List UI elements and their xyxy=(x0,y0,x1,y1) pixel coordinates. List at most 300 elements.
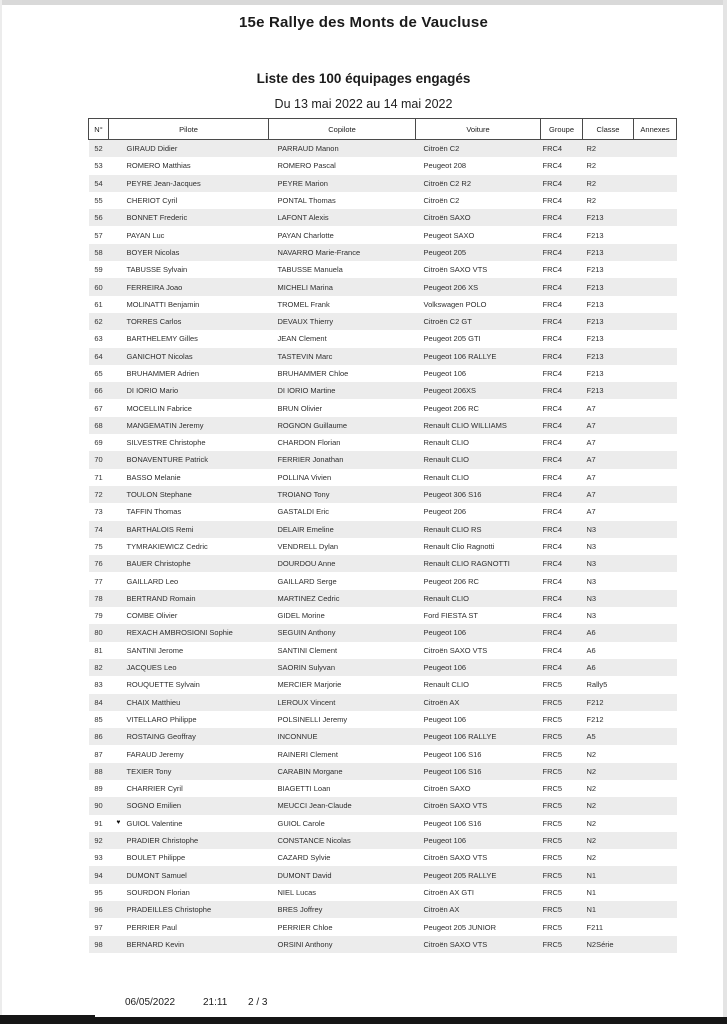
cell-groupe: FRC4 xyxy=(542,178,563,188)
cell-entry-number: 66 xyxy=(94,386,103,396)
pilote-name: BOYER Nicolas xyxy=(126,247,180,257)
table-row xyxy=(89,209,677,226)
cell-copilote: PERRIER Chloe xyxy=(277,922,333,932)
cell-annexes xyxy=(634,157,677,174)
pilote-name: FARAUD Jeremy xyxy=(126,749,184,759)
cell-entry-number: 52 xyxy=(94,144,103,154)
cell-annexes xyxy=(634,348,677,365)
cell-groupe: FRC5 xyxy=(542,887,563,897)
cell-classe: A7 xyxy=(586,490,596,500)
cell-entry-number: 81 xyxy=(94,645,103,655)
cell-pilote xyxy=(109,607,269,624)
cell-entry-number: 57 xyxy=(94,230,103,240)
entry-table-body xyxy=(89,140,677,953)
cell-classe: N1 xyxy=(586,905,597,915)
cell-annexes xyxy=(634,624,677,641)
cell-entry-number: 89 xyxy=(94,784,103,794)
table-row xyxy=(89,901,677,918)
pilote-name: BONNET Frederic xyxy=(126,213,188,223)
cell-annexes xyxy=(634,140,677,158)
cell-classe: A6 xyxy=(586,663,596,673)
cell-pilote xyxy=(109,624,269,641)
cell-annexes xyxy=(634,763,677,780)
cell-copilote: TASTEVIN Marc xyxy=(277,351,333,361)
cell-voiture: Peugeot 206XS xyxy=(423,386,477,396)
cell-copilote: BRUN Olivier xyxy=(277,403,323,413)
cell-copilote: BRUHAMMER Chloe xyxy=(277,369,349,378)
entry-table xyxy=(88,118,676,953)
cell-voiture: Renault Clio Ragnotti xyxy=(423,541,495,551)
table-row xyxy=(89,936,677,953)
cell-entry-number: 71 xyxy=(94,472,103,482)
table-row xyxy=(89,538,677,555)
cell-classe: N3 xyxy=(586,611,597,621)
pilote-name: ROUQUETTE Sylvain xyxy=(126,680,200,690)
pilote-name: TAFFIN Thomas xyxy=(126,507,182,517)
cell-groupe: FRC4 xyxy=(542,663,563,673)
table-row xyxy=(89,278,677,295)
cell-voiture: Citroën C2 xyxy=(423,196,460,206)
cell-classe: R2 xyxy=(586,196,597,206)
cell-voiture: Renault CLIO xyxy=(423,472,469,482)
cell-pilote xyxy=(109,434,269,451)
cell-voiture: Renault CLIO RS xyxy=(423,524,482,534)
cell-groupe: FRC4 xyxy=(542,299,563,309)
pilote-name: TABUSSE Sylvain xyxy=(126,265,188,275)
cell-annexes xyxy=(634,572,677,589)
cell-pilote xyxy=(109,676,269,693)
cell-copilote: GUIOL Carole xyxy=(277,818,325,828)
table-row xyxy=(89,192,677,209)
cell-groupe: FRC4 xyxy=(542,144,563,154)
cell-entry-number: 74 xyxy=(94,524,103,534)
cell-pilote xyxy=(109,815,269,832)
cell-pilote xyxy=(109,780,269,797)
cell-groupe: FRC4 xyxy=(542,472,563,482)
pilote-name: MOLINATTI Benjamin xyxy=(126,299,200,309)
cell-voiture: Renault CLIO xyxy=(423,680,469,690)
cell-voiture: Peugeot 106 xyxy=(423,836,467,846)
table-row xyxy=(89,486,677,503)
table-row xyxy=(89,624,677,641)
cell-groupe: FRC5 xyxy=(542,766,563,776)
cell-copilote: RAINERI Clement xyxy=(277,749,338,759)
pilote-name: TOULON Stephane xyxy=(126,490,192,500)
table-row xyxy=(89,348,677,365)
cell-groupe: FRC4 xyxy=(542,334,563,344)
cell-entry-number: 83 xyxy=(94,680,103,690)
cell-voiture: Peugeot 205 RALLYE xyxy=(423,870,497,880)
cell-classe: A5 xyxy=(586,732,596,742)
cell-groupe: FRC4 xyxy=(542,455,563,465)
cell-entry-number: 97 xyxy=(94,922,103,932)
cell-annexes xyxy=(634,278,677,295)
cell-classe: A7 xyxy=(586,455,596,465)
cell-annexes xyxy=(634,503,677,520)
table-row xyxy=(89,244,677,261)
table-row xyxy=(89,365,677,382)
cell-classe: F213 xyxy=(586,351,604,361)
cell-entry-number: 95 xyxy=(94,887,103,897)
cell-entry-number: 90 xyxy=(94,801,103,811)
cell-copilote: ROGNON Guillaume xyxy=(277,420,348,430)
pilote-name: BERNARD Kevin xyxy=(126,939,185,949)
cell-classe: F213 xyxy=(586,247,604,257)
cell-entry-number: 70 xyxy=(94,455,103,465)
column-header-num: N° xyxy=(89,119,109,140)
cell-copilote: CAZARD Sylvie xyxy=(277,853,331,863)
page-title: 15e Rallye des Monts de Vaucluse xyxy=(238,14,488,31)
cell-annexes xyxy=(634,918,677,935)
pilote-name: DI IORIO Mario xyxy=(126,386,179,396)
table-row xyxy=(89,590,677,607)
cell-annexes xyxy=(634,296,677,313)
table-row xyxy=(89,694,677,711)
pilote-name: MANGEMATIN Jeremy xyxy=(126,420,204,430)
cell-copilote: PAYAN Charlotte xyxy=(277,230,334,240)
cell-pilote xyxy=(109,745,269,762)
cell-classe: A6 xyxy=(586,645,596,655)
cell-groupe: FRC4 xyxy=(542,369,563,378)
cell-copilote: DEVAUX Thierry xyxy=(277,317,334,327)
cell-pilote xyxy=(109,918,269,935)
cell-voiture: Peugeot 206 xyxy=(423,507,467,517)
cell-classe: A7 xyxy=(586,420,596,430)
cell-pilote xyxy=(109,278,269,295)
cell-voiture: Citroën SAXO VTS xyxy=(423,645,488,655)
cell-copilote: MERCIER Marjorie xyxy=(277,680,342,690)
table-row xyxy=(89,745,677,762)
table-row xyxy=(89,642,677,659)
cell-pilote xyxy=(109,521,269,538)
pilote-name: SILVESTRE Christophe xyxy=(126,438,206,448)
table-row xyxy=(89,797,677,814)
cell-entry-number: 64 xyxy=(94,351,103,361)
cell-annexes xyxy=(634,521,677,538)
cell-classe: N2 xyxy=(586,749,597,759)
cell-pilote xyxy=(109,763,269,780)
cell-copilote: DI IORIO Martine xyxy=(277,386,336,396)
pilote-name: GANICHOT Nicolas xyxy=(126,351,193,361)
cell-annexes xyxy=(634,209,677,226)
cell-copilote: DUMONT David xyxy=(277,870,332,880)
pilote-name: ROSTAING Geoffray xyxy=(126,732,196,742)
cell-voiture: Citroën SAXO VTS xyxy=(423,801,488,811)
cell-pilote xyxy=(109,884,269,901)
table-row xyxy=(89,659,677,676)
pilote-name: GAILLARD Leo xyxy=(126,576,179,586)
cell-copilote: SAORIN Sulyvan xyxy=(277,663,336,673)
cell-entry-number: 62 xyxy=(94,317,103,327)
cell-entry-number: 60 xyxy=(94,282,103,292)
cell-copilote: LEROUX Vincent xyxy=(277,697,336,707)
cell-copilote: GIDEL Morine xyxy=(277,611,325,621)
cell-classe: A7 xyxy=(586,507,596,517)
cell-annexes xyxy=(634,607,677,624)
cell-copilote: BIAGETTI Loan xyxy=(277,784,331,794)
cell-pilote xyxy=(109,192,269,209)
cell-copilote: DELAIR Emeline xyxy=(277,524,334,534)
pilote-name: JACQUES Leo xyxy=(126,663,177,673)
cell-classe: N3 xyxy=(586,541,597,551)
cell-classe: N2 xyxy=(586,801,597,811)
cell-voiture: Renault CLIO xyxy=(423,438,469,448)
cell-copilote: GASTALDI Eric xyxy=(277,507,330,517)
cell-voiture: Peugeot 106 S16 xyxy=(423,818,482,828)
table-row xyxy=(89,175,677,192)
cell-entry-number: 75 xyxy=(94,541,103,551)
cell-entry-number: 82 xyxy=(94,663,103,673)
cell-classe: N3 xyxy=(586,524,597,534)
cell-entry-number: 61 xyxy=(94,299,103,309)
cell-classe: R2 xyxy=(586,161,597,171)
cell-voiture: Peugeot 106 RALLYE xyxy=(423,732,497,742)
table-row xyxy=(89,918,677,935)
pilote-name: ROMERO Matthias xyxy=(126,161,191,171)
cell-pilote xyxy=(109,849,269,866)
cell-groupe: FRC4 xyxy=(542,611,563,621)
cell-entry-number: 54 xyxy=(94,178,103,188)
pilote-name: CHAIX Matthieu xyxy=(126,697,181,707)
cell-classe: N1 xyxy=(586,887,597,897)
cell-copilote: SEGUIN Anthony xyxy=(277,628,336,638)
cell-voiture: Peugeot 206 XS xyxy=(423,282,479,292)
cell-voiture: Peugeot 205 GTI xyxy=(423,334,481,344)
cell-groupe: FRC4 xyxy=(542,593,563,603)
table-row xyxy=(89,780,677,797)
cell-classe: N3 xyxy=(586,576,597,586)
cell-entry-number: 63 xyxy=(94,334,103,344)
pilote-name: PEYRE Jean-Jacques xyxy=(126,178,201,188)
cell-copilote: POLSINELLI Jeremy xyxy=(277,714,348,724)
cell-voiture: Renault CLIO xyxy=(423,593,469,603)
cell-groupe: FRC4 xyxy=(542,247,563,257)
cell-voiture: Peugeot 106 xyxy=(423,369,467,378)
cell-classe: F213 xyxy=(586,369,604,378)
cell-voiture: Citroën AX xyxy=(423,905,460,915)
pilote-name: GUIOL Valentine xyxy=(126,818,183,828)
cell-voiture: Peugeot 205 JUNIOR xyxy=(423,922,497,932)
table-row xyxy=(89,399,677,416)
cell-annexes xyxy=(634,399,677,416)
cell-classe: N3 xyxy=(586,593,597,603)
cell-pilote xyxy=(109,797,269,814)
cell-copilote: JEAN Clement xyxy=(277,334,327,344)
cell-annexes xyxy=(634,261,677,278)
cell-pilote xyxy=(109,175,269,192)
pilote-name: VITELLARO Philippe xyxy=(126,714,197,724)
footer-time: 21:11 xyxy=(203,997,228,1008)
cell-classe: F213 xyxy=(586,317,604,327)
table-row xyxy=(89,313,677,330)
date-range: Du 13 mai 2022 au 14 mai 2022 xyxy=(274,97,453,111)
cell-copilote: MEUCCI Jean-Claude xyxy=(277,801,352,811)
pilote-name: SANTINI Jerome xyxy=(126,645,184,655)
table-row xyxy=(89,884,677,901)
cell-copilote: LAFONT Alexis xyxy=(277,213,329,223)
cell-copilote: TROIANO Tony xyxy=(277,490,330,500)
cell-voiture: Citroën SAXO xyxy=(423,213,471,223)
pilote-name: BOULET Philippe xyxy=(126,853,186,863)
cell-copilote: CONSTANCE Nicolas xyxy=(277,836,351,846)
cell-annexes xyxy=(634,849,677,866)
cell-annexes xyxy=(634,382,677,399)
cell-entry-number: 79 xyxy=(94,611,103,621)
scan-edge-right xyxy=(723,0,727,1024)
cell-groupe: FRC4 xyxy=(542,213,563,223)
table-row xyxy=(89,296,677,313)
cell-entry-number: 77 xyxy=(94,576,103,586)
cell-groupe: FRC4 xyxy=(542,161,563,171)
cell-annexes xyxy=(634,694,677,711)
cell-pilote xyxy=(109,157,269,174)
cell-copilote: INCONNUE xyxy=(277,732,318,742)
cell-entry-number: 65 xyxy=(94,369,103,378)
cell-annexes xyxy=(634,711,677,728)
cell-pilote xyxy=(109,486,269,503)
cell-pilote xyxy=(109,694,269,711)
cell-voiture: Citroën SAXO VTS xyxy=(423,265,488,275)
cell-pilote xyxy=(109,261,269,278)
cell-annexes xyxy=(634,192,677,209)
cell-pilote xyxy=(109,642,269,659)
cell-entry-number: 78 xyxy=(94,593,103,603)
cell-groupe: FRC4 xyxy=(542,282,563,292)
pilote-name: FERREIRA Joao xyxy=(126,282,183,292)
cell-entry-number: 94 xyxy=(94,870,103,880)
cell-annexes xyxy=(634,313,677,330)
heart-icon: ♥ xyxy=(116,818,121,826)
cell-pilote xyxy=(109,503,269,520)
cell-voiture: Peugeot SAXO xyxy=(423,230,475,240)
cell-annexes xyxy=(634,728,677,745)
cell-voiture: Renault CLIO WILLIAMS xyxy=(423,420,507,430)
cell-annexes xyxy=(634,642,677,659)
cell-pilote xyxy=(109,313,269,330)
cell-classe: N2 xyxy=(586,784,597,794)
cell-annexes xyxy=(634,486,677,503)
cell-entry-number: 59 xyxy=(94,265,103,275)
table-row xyxy=(89,261,677,278)
footer-date: 06/05/2022 xyxy=(125,997,176,1008)
cell-classe: N2 xyxy=(586,853,597,863)
cell-copilote: CHARDON Florian xyxy=(277,438,341,448)
cell-entry-number: 86 xyxy=(94,732,103,742)
table-row xyxy=(89,382,677,399)
pilote-name: PRADEILLES Christophe xyxy=(126,905,212,915)
cell-voiture: Volkswagen POLO xyxy=(423,299,487,309)
cell-groupe: FRC5 xyxy=(542,922,563,932)
cell-groupe: FRC5 xyxy=(542,939,563,949)
cell-pilote xyxy=(109,330,269,347)
cell-pilote xyxy=(109,901,269,918)
cell-entry-number: 55 xyxy=(94,196,103,206)
cell-voiture: Peugeot 206 RC xyxy=(423,576,479,586)
cell-pilote xyxy=(109,365,269,382)
cell-classe: N2 xyxy=(586,818,597,828)
pilote-name: SOGNO Emilien xyxy=(126,801,182,811)
cell-classe: F212 xyxy=(586,697,604,707)
scan-edge-top xyxy=(0,0,727,5)
cell-entry-number: 84 xyxy=(94,697,103,707)
cell-classe: F213 xyxy=(586,299,604,309)
cell-classe: F213 xyxy=(586,282,604,292)
column-header-pilote: Pilote xyxy=(109,119,269,140)
cell-groupe: FRC4 xyxy=(542,628,563,638)
pilote-name: COMBE Olivier xyxy=(126,611,178,621)
column-header-annexes: Annexes xyxy=(634,119,677,140)
pilote-name: BARTHELEMY Gilles xyxy=(126,334,198,344)
cell-groupe: FRC5 xyxy=(542,801,563,811)
cell-annexes xyxy=(634,590,677,607)
cell-pilote xyxy=(109,590,269,607)
cell-classe: A7 xyxy=(586,403,596,413)
cell-annexes xyxy=(634,434,677,451)
cell-groupe: FRC4 xyxy=(542,576,563,586)
pilote-name: PAYAN Luc xyxy=(126,230,165,240)
cell-annexes xyxy=(634,884,677,901)
cell-classe: A7 xyxy=(586,472,596,482)
cell-classe: F213 xyxy=(586,265,604,275)
pilote-name: DUMONT Samuel xyxy=(126,870,187,880)
cell-groupe: FRC5 xyxy=(542,697,563,707)
cell-entry-number: 69 xyxy=(94,438,103,448)
cell-annexes xyxy=(634,330,677,347)
table-row xyxy=(89,607,677,624)
cell-classe: A6 xyxy=(586,628,596,638)
cell-classe: R2 xyxy=(586,144,597,154)
cell-groupe: FRC5 xyxy=(542,905,563,915)
cell-voiture: Citroën SAXO VTS xyxy=(423,853,488,863)
pilote-name: TORRES Carlos xyxy=(126,317,182,327)
footer-page-number: 2 / 3 xyxy=(248,997,268,1008)
cell-pilote xyxy=(109,832,269,849)
cell-entry-number: 72 xyxy=(94,490,103,500)
cell-annexes xyxy=(634,417,677,434)
cell-voiture: Peugeot 106 xyxy=(423,663,467,673)
cell-copilote: ROMERO Pascal xyxy=(277,161,336,171)
cell-annexes xyxy=(634,365,677,382)
scan-edge-bottom-left xyxy=(0,1015,95,1024)
table-row xyxy=(89,763,677,780)
cell-entry-number: 53 xyxy=(94,161,103,171)
column-header-classe: Classe xyxy=(583,119,634,140)
cell-pilote xyxy=(109,728,269,745)
cell-pilote xyxy=(109,451,269,468)
cell-entry-number: 76 xyxy=(94,559,103,569)
cell-copilote: SANTINI Clement xyxy=(277,645,338,655)
cell-entry-number: 56 xyxy=(94,213,103,223)
table-header xyxy=(89,119,677,140)
cell-groupe: FRC4 xyxy=(542,559,563,569)
cell-copilote: MICHELI Marina xyxy=(277,282,333,292)
cell-pilote xyxy=(109,936,269,953)
cell-classe: F213 xyxy=(586,230,604,240)
cell-copilote: DOURDOU Anne xyxy=(277,559,336,569)
cell-copilote: GAILLARD Serge xyxy=(277,576,337,586)
table-row xyxy=(89,815,677,832)
cell-copilote: PARRAUD Manon xyxy=(277,144,339,154)
cell-pilote xyxy=(109,382,269,399)
cell-groupe: FRC4 xyxy=(542,645,563,655)
cell-annexes xyxy=(634,659,677,676)
pilote-name: PRADIER Christophe xyxy=(126,836,199,846)
cell-groupe: FRC4 xyxy=(542,196,563,206)
cell-voiture: Peugeot 106 S16 xyxy=(423,749,482,759)
cell-classe: F213 xyxy=(586,386,604,396)
pilote-name: TYMRAKIEWICZ Cedric xyxy=(126,541,208,551)
pilote-name: BRUHAMMER Adrien xyxy=(126,369,200,378)
